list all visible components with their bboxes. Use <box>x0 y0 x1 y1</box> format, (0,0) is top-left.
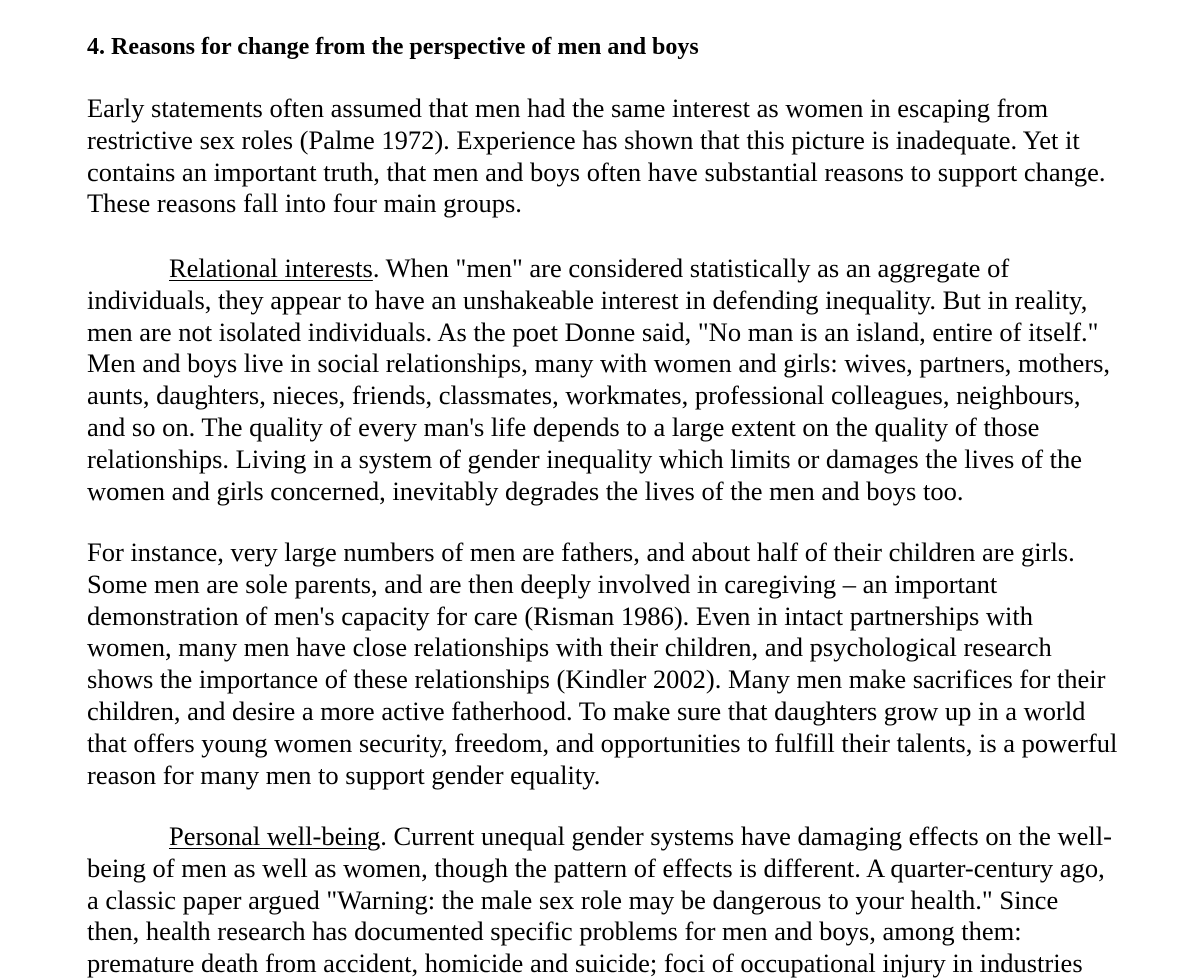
text-line: reason for many men to support gender equality. <box>87 759 601 790</box>
relational-interests-term: Relational interests <box>169 253 373 283</box>
lead-text: . Current unequal gender systems have damaging effects on the well- <box>380 821 1112 851</box>
text-line: women, many men have close relationships with their children, and psychological research <box>87 632 1052 663</box>
paragraph-relational-interests <box>87 253 1167 507</box>
paragraph-personal-well-being <box>87 821 1167 980</box>
section-heading: 4. Reasons for change from the perspective of men and boys <box>87 34 699 60</box>
text-line: For instance, very large numbers of men are fathers, and about half of their children are girls. <box>87 537 1075 567</box>
paragraph-intro <box>87 93 1167 220</box>
text-line: being of men as well as women, though the pattern of effects is different. A quarter-century ago, <box>87 852 1105 883</box>
text-line: demonstration of men's capacity for care (Risman 1986). Even in intact partnerships with <box>87 600 1033 631</box>
text-line: premature death from accident, homicide and suicide; foci of occupational injury in industries <box>87 948 1083 979</box>
text-line: that offers young women security, freedom, and opportunities to fulfill their talents, is a powerful <box>87 727 1118 758</box>
text-line-lead <box>87 253 1167 285</box>
text-line: women and girls concerned, inevitably degrades the lives of the men and boys too. <box>87 475 964 506</box>
text-line: contains an important truth, that men and boys often have substantial reasons to support change. <box>87 156 1106 187</box>
text-line: restrictive sex roles (Palme 1972). Experience has shown that this picture is inadequate. Yet it <box>87 124 1080 155</box>
personal-well-being-term: Personal well-being <box>169 821 381 851</box>
paragraph-fathers <box>87 537 1167 791</box>
text-line: a classic paper argued "Warning: the male sex role may be dangerous to your health." Since <box>87 884 1059 915</box>
text-line: Some men are sole parents, and are then deeply involved in caregiving – an important <box>87 568 998 599</box>
text-line: Men and boys live in social relationships, many with women and girls: wives, partners, mothers, <box>87 348 1111 379</box>
text-line: aunts, daughters, nieces, friends, classmates, workmates, professional colleagues, neighbours, <box>87 380 1081 411</box>
text-line: men are not isolated individuals. As the poet Donne said, "No man is an island, entire of itself." <box>87 316 1099 347</box>
text-line: then, health research has documented specific problems for men and boys, among them: <box>87 916 1022 947</box>
text-line: children, and desire a more active fatherhood. To make sure that daughters grow up in a world <box>87 695 1086 726</box>
text-line: These reasons fall into four main groups. <box>87 188 522 219</box>
text-line: relationships. Living in a system of gender inequality which limits or damages the lives of the <box>87 443 1083 474</box>
lead-text: . When "men" are considered statistically as an aggregate of <box>372 253 1010 283</box>
text-line: Early statements often assumed that men had the same interest as women in escaping from <box>87 93 1049 123</box>
text-line: and so on. The quality of every man's life depends to a large extent on the quality of those <box>87 411 1040 442</box>
text-line-lead <box>87 821 1167 853</box>
text-line: individuals, they appear to have an unshakeable interest in defending inequality. But in reality, <box>87 284 1088 315</box>
text-line: shows the importance of these relationships (Kindler 2002). Many men make sacrifices for their <box>87 664 1106 695</box>
